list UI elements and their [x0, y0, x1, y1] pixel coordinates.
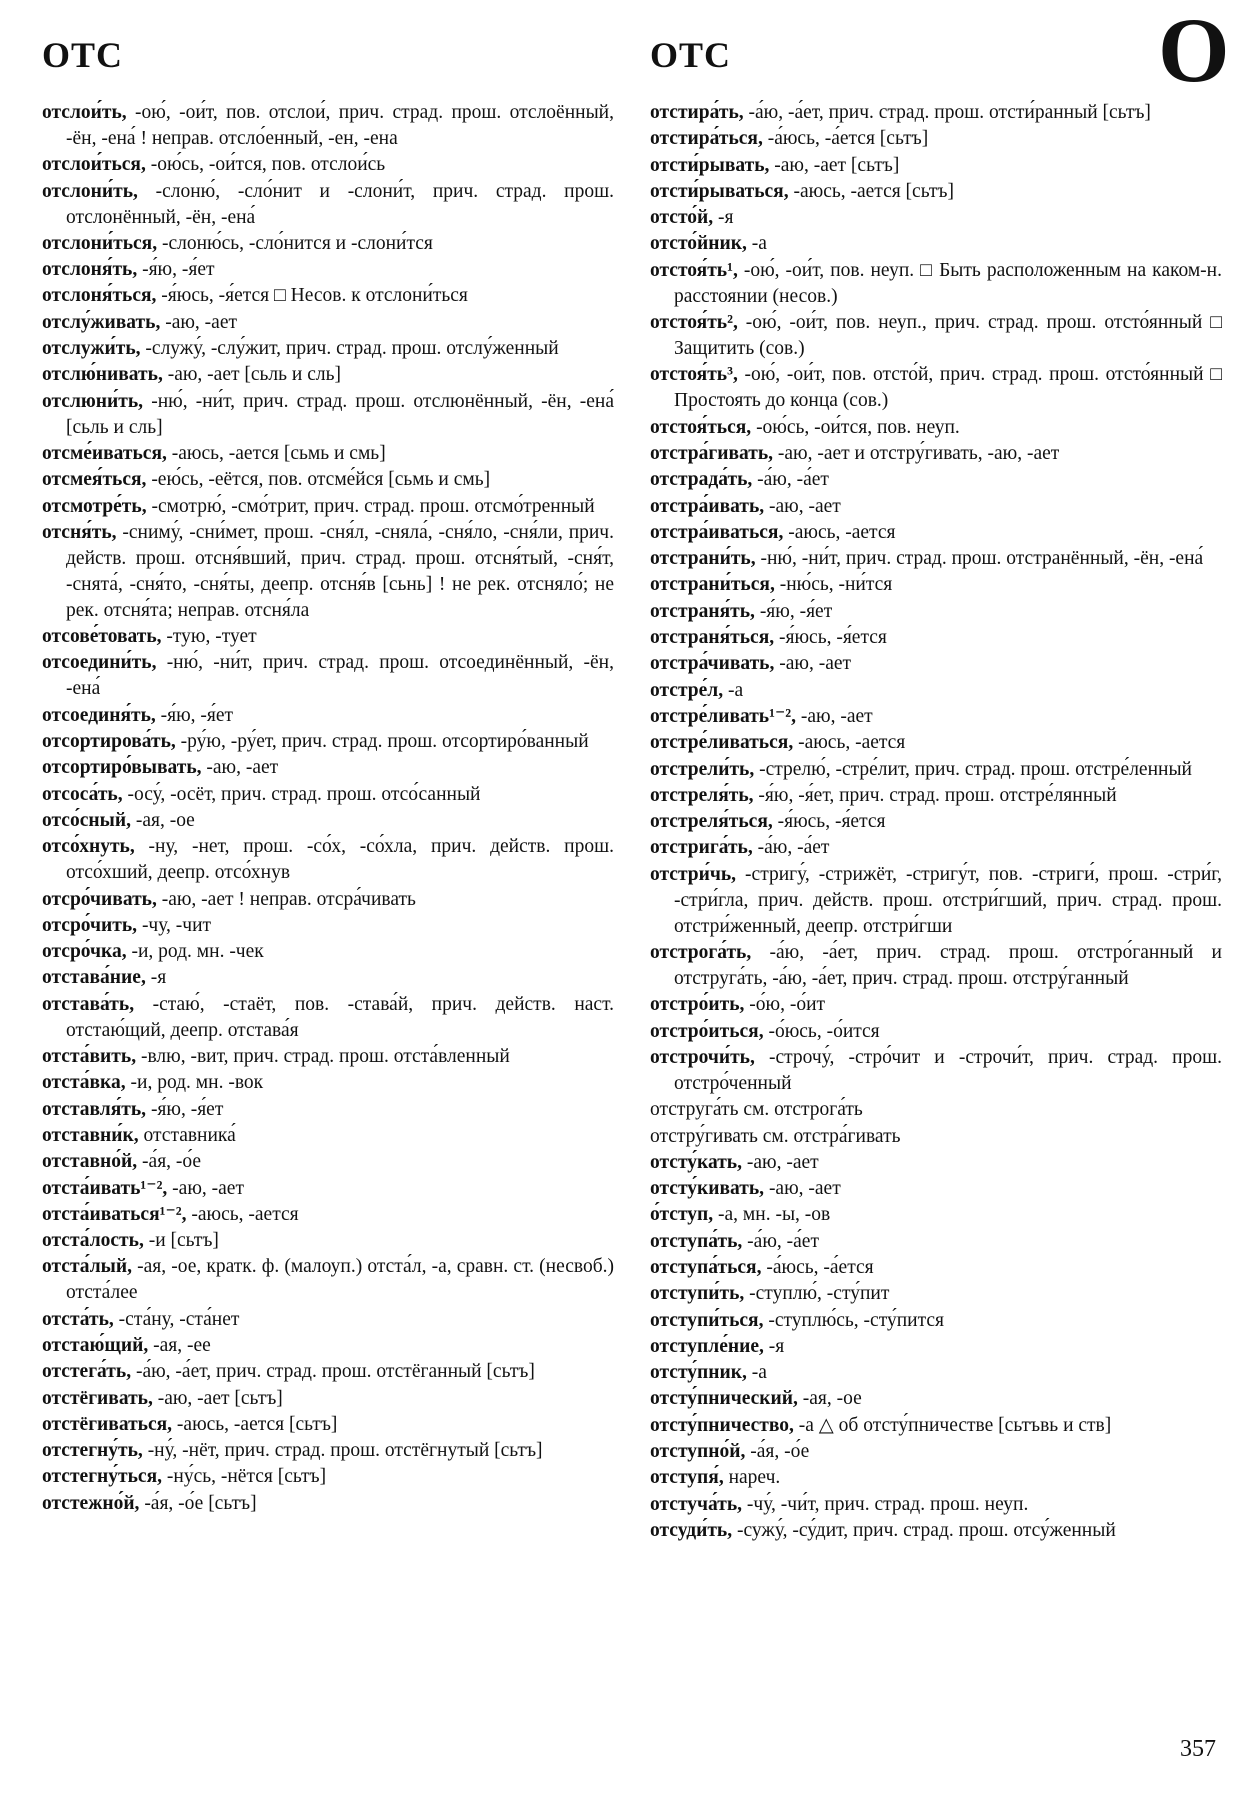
entry-definition: -ступлю́сь, -сту́пится — [763, 1309, 944, 1331]
entry-definition: -ну́сь, -нётся [сьтъ] — [162, 1466, 327, 1488]
entry-headword: отступа́ть, — [650, 1230, 743, 1252]
dictionary-entry — [42, 755, 614, 781]
entry-definition: -ру́ю, -ру́ет, прич. страд. прош. отсортиро́ванный — [175, 731, 589, 753]
entry-definition: -аю, -ает — [160, 311, 237, 333]
entry-definition: -ая, -ее — [148, 1334, 211, 1356]
entry-headword: отслоня́ть, — [42, 259, 138, 281]
entry-headword: отстреля́ться, — [650, 811, 773, 833]
dictionary-entry — [650, 1386, 1222, 1412]
entry-headword: отста́ивать¹⁻², — [42, 1177, 168, 1199]
dictionary-entry — [650, 179, 1222, 205]
running-head-right: ОТС — [650, 35, 732, 75]
dictionary-entry — [650, 546, 1222, 572]
entry-headword: отстреля́ть, — [650, 784, 754, 806]
dictionary-entry — [42, 939, 614, 965]
entry-headword: отсту́кать, — [650, 1151, 742, 1173]
entry-definition: -а́юсь, -а́ется [сьтъ] — [762, 128, 929, 150]
entry-headword: отста́иваться¹⁻², — [42, 1203, 187, 1225]
dictionary-entry — [650, 704, 1222, 730]
entry-definition: -и [сьтъ] — [143, 1230, 219, 1252]
dictionary-entry — [42, 650, 614, 702]
dictionary-entry — [650, 1124, 1222, 1150]
entry-definition: -ою́сь, -ои́тся, пов. отслои́сь — [145, 154, 386, 176]
entry-definition: -ню́, -ни́т, прич. страд. прош. отсоединённый, -ён, -ена́ — [66, 652, 614, 700]
entry-headword: отсмея́ться, — [42, 469, 147, 491]
entry-headword: отстоя́ть³, — [650, 364, 738, 386]
entry-definition: -аю, -ает — [742, 1151, 819, 1173]
entry-headword: отсоединя́ть, — [42, 704, 156, 726]
right-column — [650, 100, 1222, 1544]
entry-definition: -стаю́, -стаёт, пов. -става́й, прич. действ. наст. отстаю́щий, деепр. отстава́я — [66, 993, 614, 1041]
entry-definition: -и, род. мн. -вок — [125, 1072, 264, 1094]
entry-definition: -аюсь, -ается [сьмь и смь] — [166, 442, 386, 464]
dictionary-entry — [650, 992, 1222, 1018]
entry-headword: отставни́к, — [42, 1124, 139, 1146]
entry-definition: -осу́, -осёт, прич. страд. прош. отсо́санный — [122, 783, 481, 805]
entry-definition: -ою́, -ои́т, пов. неуп., прич. страд. прош. отсто́янный □ Защитить (сов.) — [674, 312, 1222, 360]
entry-headword: отстуча́ть, — [650, 1493, 743, 1515]
entry-headword: отсоедини́ть, — [42, 652, 157, 674]
dictionary-entry — [650, 757, 1222, 783]
entry-definition: -сужу́, -су́дит, прич. страд. прош. отсу́женный — [732, 1519, 1116, 1541]
dictionary-entry — [650, 1439, 1222, 1465]
entry-headword: отстре́л, — [650, 679, 724, 701]
dictionary-entry — [42, 1307, 614, 1333]
entry-headword: отстёгивать, — [42, 1387, 153, 1409]
dictionary-entry — [650, 730, 1222, 756]
entry-definition: -сниму́, -сни́мет, прош. -сня́л, -сняла́, -сня́ло, -сня́ли, прич. действ. прош. отсня́вший, прич. страд. прош. отсня́тый, -сня́т, -снята́, -сня́то, -сня́ты, деепр. отсня́в [сьнь] ! не рек. отсняло́; не рек. отсня́та; неправ. отсня́ла — [66, 521, 614, 621]
entry-headword: отстёгиваться, — [42, 1413, 173, 1435]
dictionary-entry — [650, 126, 1222, 152]
entry-headword: отсту́кивать, — [650, 1178, 765, 1200]
entry-headword: отста́вка, — [42, 1072, 126, 1094]
dictionary-entry — [42, 834, 614, 886]
entry-definition: -аюсь, -ается — [186, 1203, 299, 1225]
entry-definition: -ою́сь, -ои́тся, пов. неуп. — [751, 416, 960, 438]
entry-definition: -а́юсь, -а́ется — [761, 1256, 874, 1278]
entry-definition: -я — [713, 207, 734, 229]
entry-definition: -аю, -ает — [167, 1177, 244, 1199]
entry-definition: -ая, -ое — [797, 1388, 862, 1410]
entry-definition: -а́ю, -а́ет, прич. страд. прош. отстёганный [сьтъ] — [131, 1361, 535, 1383]
dictionary-entry — [650, 205, 1222, 231]
entry-headword: отстоя́ться, — [650, 416, 752, 438]
dictionary-entry — [650, 809, 1222, 835]
dictionary-entry — [650, 1308, 1222, 1334]
dictionary-entry — [42, 152, 614, 178]
entry-definition: -аюсь, -ается — [783, 521, 896, 543]
entry-headword: отступи́ть, — [650, 1283, 745, 1305]
dictionary-entry — [650, 1334, 1222, 1360]
entry-headword: отступа́ться, — [650, 1256, 762, 1278]
dictionary-entry — [650, 258, 1222, 310]
dictionary-entry — [42, 283, 614, 309]
entry-definition: -а́я, -о́е — [137, 1151, 202, 1173]
entry-headword: отступи́ться, — [650, 1309, 764, 1331]
entry-definition: -аю, -ает [сьтъ] — [769, 154, 900, 176]
entry-headword: отсту́пник, — [650, 1362, 747, 1384]
entry-definition: -ню́сь, -ни́тся — [774, 574, 893, 596]
entry-definition: -а́ю, -а́ет — [752, 837, 830, 859]
dictionary-entry — [650, 625, 1222, 651]
entry-definition: -я́ю, -я́ет — [754, 600, 833, 622]
entry-headword: отслоня́ться, — [42, 285, 157, 307]
entry-headword: отстрада́ть, — [650, 469, 753, 491]
dictionary-entry — [650, 231, 1222, 257]
entry-definition: -я́ю, -я́ет, прич. страд. прош. отстре́лянный — [753, 784, 1117, 806]
entry-definition: -а — [746, 233, 767, 255]
dictionary-entry — [42, 913, 614, 939]
dictionary-entry — [42, 362, 614, 388]
entry-headword: отсове́товать, — [42, 626, 162, 648]
dictionary-entry — [650, 362, 1222, 414]
dictionary-entry — [650, 572, 1222, 598]
entry-headword: отстрога́ть, — [650, 942, 752, 964]
dictionary-entry — [650, 1492, 1222, 1518]
entry-definition: -чу, -чит — [137, 914, 212, 936]
dictionary-entry — [42, 1044, 614, 1070]
dictionary-entry — [650, 1465, 1222, 1491]
dictionary-entry — [650, 415, 1222, 441]
entry-headword: отсро́чивать, — [42, 888, 157, 910]
entry-headword: отслои́ть, — [42, 102, 127, 123]
dictionary-entry — [650, 1019, 1222, 1045]
entry-headword: отступя́, — [650, 1467, 724, 1489]
entry-headword: отставно́й, — [42, 1151, 138, 1173]
dictionary-entry — [42, 624, 614, 650]
entry-definition: -ая, -ое, кратк. ф. (малоуп.) отста́л, -а, сравн. ст. (несвоб.) отста́лее — [66, 1256, 614, 1304]
entry-headword: отслони́ться, — [42, 232, 158, 254]
dictionary-entry — [650, 835, 1222, 861]
entry-definition: -я́ю, -я́ет — [155, 704, 234, 726]
entry-definition: отстру́гивать см. отстра́гивать — [650, 1125, 901, 1147]
entry-definition: -влю, -вит, прич. страд. прош. отста́вленный — [136, 1046, 510, 1068]
entry-headword: отста́вить, — [42, 1046, 137, 1068]
entry-definition: -о́ю, -о́ит — [744, 994, 826, 1016]
entry-headword: отстега́ть, — [42, 1361, 132, 1383]
entry-headword: отстри́чь, — [650, 863, 737, 885]
entry-headword: отслони́ть, — [42, 180, 138, 202]
dictionary-entry — [650, 599, 1222, 625]
dictionary-entry — [42, 808, 614, 834]
entry-headword: отстра́иваться, — [650, 521, 784, 543]
entry-headword: отста́ть, — [42, 1308, 114, 1330]
entry-headword: отслужи́ть, — [42, 338, 141, 360]
dictionary-entry — [650, 1097, 1222, 1123]
entry-headword: отсро́чка, — [42, 941, 127, 963]
dictionary-entry — [650, 1229, 1222, 1255]
entry-headword: отсту́пничество, — [650, 1414, 794, 1436]
entry-definition: отставника́ — [138, 1124, 236, 1146]
entry-headword: отставля́ть, — [42, 1098, 147, 1120]
dictionary-entry — [650, 153, 1222, 179]
dictionary-entry — [42, 1412, 614, 1438]
dictionary-entry — [650, 1281, 1222, 1307]
entry-definition: -я́ю, -я́ет — [137, 259, 215, 281]
entry-definition: -а — [746, 1362, 767, 1384]
dictionary-entry — [650, 862, 1222, 940]
dictionary-entry — [650, 940, 1222, 992]
dictionary-entry — [42, 1123, 614, 1149]
entry-headword: отстоя́ть¹, — [650, 259, 738, 281]
dictionary-entry — [42, 100, 614, 152]
dictionary-entry — [42, 992, 614, 1044]
dictionary-entry — [42, 1491, 614, 1517]
entry-definition: -аю, -ает — [795, 705, 873, 727]
dictionary-entry — [650, 494, 1222, 520]
entry-definition: -я́юсь, -я́ется □ Несов. к отслони́ться — [156, 285, 468, 307]
dictionary-entry — [42, 467, 614, 493]
entry-headword: отсо́хнуть, — [42, 836, 135, 858]
dictionary-entry — [650, 441, 1222, 467]
entry-definition: -я́юсь, -я́ется — [772, 811, 886, 833]
entry-definition: -а́я, -о́е [сьтъ] — [139, 1492, 257, 1514]
entry-headword: отсро́чить, — [42, 914, 138, 936]
entry-headword: отсортиро́вывать, — [42, 757, 202, 779]
dictionary-entry — [650, 783, 1222, 809]
dictionary-entry — [650, 1176, 1222, 1202]
entry-headword: отстра́ивать, — [650, 495, 765, 517]
entry-headword: отстава́ть, — [42, 993, 135, 1015]
entry-headword: отсоса́ть, — [42, 783, 123, 805]
dictionary-entry — [42, 1464, 614, 1490]
dictionary-entry — [42, 1386, 614, 1412]
dictionary-entry — [42, 887, 614, 913]
entry-headword: отслюни́ть, — [42, 390, 144, 412]
dictionary-entry — [42, 310, 614, 336]
entry-definition: -аюсь, -ается [сьтъ] — [788, 180, 954, 202]
entry-definition: -слоню́, -сло́нит и -слони́т, прич. страд. прош. отслонённый, -ён, -ена́ — [66, 180, 614, 228]
entry-headword: отсто́й, — [650, 207, 714, 229]
dictionary-entry — [650, 1202, 1222, 1228]
entry-definition: -а △ об отсту́пничестве [сьтъвь и ств] — [793, 1414, 1112, 1436]
dictionary-entry — [42, 1097, 614, 1123]
dictionary-entry — [650, 520, 1222, 546]
entry-definition: -я́юсь, -я́ется — [774, 627, 887, 649]
dictionary-entry — [42, 1176, 614, 1202]
entry-headword: отстаю́щий, — [42, 1334, 149, 1356]
entry-definition: -аю, -ает — [764, 495, 841, 517]
dictionary-entry — [650, 1150, 1222, 1176]
entry-definition: -строчу́, -стро́чит и -строчи́т, прич. страд. прош. отстро́ченный — [674, 1046, 1222, 1094]
entry-definition: -а́ю, -а́ет — [742, 1230, 819, 1252]
entry-definition: -ою́, -ои́т, пов. отсто́й, прич. страд. прош. отсто́янный □ Простоять до конца (сов.) — [674, 364, 1222, 412]
dictionary-entry — [42, 965, 614, 991]
entry-headword: отсту́пнический, — [650, 1388, 798, 1410]
dictionary-entry — [650, 678, 1222, 704]
entry-definition: -ею́сь, -еётся, пов. отсме́йся [сьмь и смь] — [146, 469, 491, 491]
dictionary-entry — [42, 1070, 614, 1096]
entry-definition: -и, род. мн. -чек — [126, 941, 264, 963]
entry-definition: -ста́ну, -ста́нет — [113, 1308, 240, 1330]
entry-headword: отстежно́й, — [42, 1492, 140, 1514]
entry-definition: -аю, -ает ! неправ. отсра́чивать — [156, 888, 416, 910]
entry-definition: -а — [723, 679, 744, 701]
entry-definition: -аю, -ает и отстру́гивать, -аю, -ает — [773, 442, 1060, 464]
left-column — [42, 100, 614, 1517]
entry-headword: отстрани́ть, — [650, 548, 756, 570]
dictionary-entry — [650, 651, 1222, 677]
dictionary-entry — [650, 310, 1222, 362]
entry-definition: -а́ю, -а́ет, прич. страд. прош. отстро́ганный и отструга́ть, -а́ю, -а́ет, прич. страд. прош. отстру́ганный — [674, 942, 1222, 990]
entry-headword: отстре́ливаться, — [650, 732, 794, 754]
entry-headword: отсня́ть, — [42, 521, 117, 543]
entry-headword: отстро́ить, — [650, 994, 745, 1016]
entry-definition: -о́юсь, -о́ится — [763, 1020, 880, 1042]
entry-definition: -ою́, -ои́т, пов. отслои́, прич. страд. прош. отслоённый, -ён, -ена́ ! неправ. отсло́енный, -ен, -ена — [66, 102, 614, 149]
entry-definition: -аю, -ает [сьль и сль] — [162, 364, 341, 386]
entry-definition: -ню́, -ни́т, прич. страд. прош. отслюнённый, -ён, -ена́ [сьль и сль] — [66, 390, 614, 438]
entry-definition: -чу́, -чи́т, прич. страд. прош. неуп. — [742, 1493, 1029, 1515]
entry-definition: -тую, -тует — [161, 626, 257, 648]
entry-definition: -аю, -ает — [774, 653, 852, 675]
entry-headword: отста́лость, — [42, 1230, 144, 1252]
entry-definition: -слоню́сь, -сло́нится и -слони́тся — [157, 232, 433, 254]
dictionary-entry — [42, 1333, 614, 1359]
dictionary-entry — [42, 703, 614, 729]
dictionary-entry — [42, 336, 614, 362]
dictionary-entry — [42, 441, 614, 467]
entry-definition: -ою́, -ои́т, пов. неуп. □ Быть расположенным на каком-н. расстоянии (несов.) — [674, 259, 1222, 307]
entry-definition: -аю, -ает [сьтъ] — [152, 1387, 283, 1409]
page-number: 357 — [1180, 1736, 1216, 1762]
entry-definition: -а́ю, -а́ет — [752, 469, 829, 491]
entry-definition: -ступлю́, -сту́пит — [744, 1283, 890, 1305]
entry-headword: отстрели́ть, — [650, 758, 755, 780]
entry-headword: отстра́гивать, — [650, 442, 774, 464]
entry-headword: отстраня́ться, — [650, 627, 775, 649]
entry-definition: -аюсь, -ается [сьтъ] — [172, 1413, 338, 1435]
entry-definition: -аю, -ает — [764, 1178, 841, 1200]
entry-definition: -аюсь, -ается — [793, 732, 906, 754]
dictionary-entry — [650, 1360, 1222, 1386]
dictionary-entry — [42, 520, 614, 624]
dictionary-entry — [42, 494, 614, 520]
entry-headword: отсме́иваться, — [42, 442, 167, 464]
entry-headword: отслу́живать, — [42, 311, 161, 333]
entry-headword: отступно́й, — [650, 1441, 746, 1463]
entry-definition: -стригу́, -стрижёт, -стригу́т, пов. -стриги́, прош. -стри́г, -стри́гла, прич. действ. прош. отстри́гший, прич. страд. прош. отстри́женный, деепр. отстри́гши — [674, 863, 1222, 937]
entry-definition: -ню́, -ни́т, прич. страд. прош. отстранённый, -ён, -ена́ — [755, 548, 1204, 570]
entry-definition: -ну́, -нёт, прич. страд. прош. отстёгнутый [сьтъ] — [142, 1440, 543, 1462]
entry-headword: отстоя́ть², — [650, 312, 738, 334]
running-head-left: ОТС — [42, 35, 124, 75]
dictionary-entry — [42, 1254, 614, 1306]
dictionary-entry — [42, 179, 614, 231]
dictionary-entry — [650, 1518, 1222, 1544]
entry-headword: отстро́иться, — [650, 1020, 764, 1042]
entry-definition: -смотрю́, -смо́трит, прич. страд. прош. отсмо́тренный — [146, 495, 595, 517]
dictionary-entry — [650, 1045, 1222, 1097]
entry-headword: отстрига́ть, — [650, 837, 753, 859]
entry-headword: отстрани́ться, — [650, 574, 775, 596]
entry-headword: отсто́йник, — [650, 233, 747, 255]
dictionary-entry — [650, 100, 1222, 126]
entry-headword: отстегну́ть, — [42, 1440, 143, 1462]
dictionary-entry — [650, 467, 1222, 493]
dictionary-entry — [42, 231, 614, 257]
dictionary-entry — [42, 257, 614, 283]
entry-headword: отсо́сный, — [42, 809, 131, 831]
dictionary-entry — [42, 1228, 614, 1254]
dictionary-entry — [42, 1149, 614, 1175]
dictionary-entry — [650, 1255, 1222, 1281]
entry-headword: отстрочи́ть, — [650, 1046, 755, 1068]
dictionary-entry — [42, 1438, 614, 1464]
entry-headword: отслои́ться, — [42, 154, 146, 176]
entry-headword: отсортирова́ть, — [42, 731, 176, 753]
dictionary-entry — [42, 782, 614, 808]
entry-headword: отстра́чивать, — [650, 653, 775, 675]
entry-definition: -а, мн. -ы, -ов — [713, 1204, 831, 1226]
entry-headword: о́тступ, — [650, 1204, 714, 1226]
dictionary-entry — [42, 729, 614, 755]
entry-headword: отстира́ться, — [650, 128, 763, 150]
entry-definition: -а́ю, -а́ет, прич. страд. прош. отсти́ранный [сьтъ] — [743, 102, 1151, 123]
entry-headword: отстре́ливать¹⁻², — [650, 705, 796, 727]
dictionary-entry — [42, 1202, 614, 1228]
entry-definition: -аю, -ает — [201, 757, 279, 779]
entry-definition: -стрелю́, -стре́лит, прич. страд. прош. отстре́ленный — [754, 758, 1192, 780]
entry-headword: отстегну́ться, — [42, 1466, 163, 1488]
entry-definition: -служу́, -слу́жит, прич. страд. прош. отслу́женный — [140, 338, 559, 360]
entry-headword: отсти́рывать, — [650, 154, 770, 176]
dictionary-entry — [650, 1413, 1222, 1439]
entry-headword: отстира́ть, — [650, 102, 744, 123]
entry-headword: отсмотре́ть, — [42, 495, 147, 517]
entry-headword: отслю́нивать, — [42, 364, 163, 386]
entry-definition: нареч. — [723, 1467, 781, 1489]
entry-definition: -я — [763, 1335, 785, 1357]
entry-definition: -ну, -нет, прош. -со́х, -со́хла, прич. действ. прош. отсо́хший, деепр. отсо́хнув — [66, 836, 614, 884]
entry-definition: отструга́ть см. отстрога́ть — [650, 1099, 863, 1121]
entry-definition: -я́ю, -я́ет — [146, 1098, 224, 1120]
entry-headword: отступле́ние, — [650, 1335, 764, 1357]
entry-definition: -я — [145, 967, 167, 989]
entry-headword: отста́лый, — [42, 1256, 132, 1278]
entry-headword: отсуди́ть, — [650, 1519, 733, 1541]
entry-headword: отстраня́ть, — [650, 600, 755, 622]
entry-headword: отстава́ние, — [42, 967, 146, 989]
entry-headword: отсти́рываться, — [650, 180, 789, 202]
entry-definition: -ая, -ое — [130, 809, 195, 831]
section-letter: О — [1158, 0, 1230, 101]
entry-definition: -а́я, -о́е — [745, 1441, 810, 1463]
dictionary-entry — [42, 1359, 614, 1385]
dictionary-entry — [42, 389, 614, 441]
